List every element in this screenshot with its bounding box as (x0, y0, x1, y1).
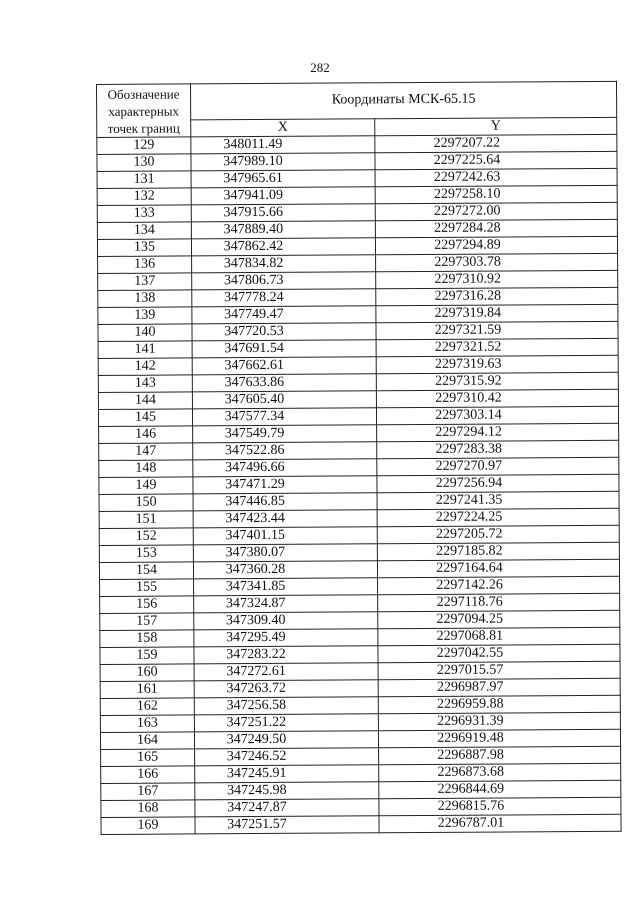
y-column-header: Y (375, 117, 617, 136)
x-cell: 347446.85 (193, 493, 377, 511)
point-cell: 149 (99, 477, 193, 495)
x-cell: 347806.73 (192, 272, 376, 290)
x-column-header: X (191, 118, 375, 136)
point-cell: 133 (97, 205, 191, 223)
point-cell: 160 (100, 664, 194, 682)
x-cell: 347471.29 (193, 476, 377, 494)
point-cell: 167 (101, 783, 195, 801)
point-cell: 144 (98, 392, 192, 410)
point-cell: 162 (100, 698, 194, 716)
x-cell: 347251.57 (195, 816, 379, 834)
x-cell: 347247.87 (195, 799, 379, 817)
y-cell: 2297068.81 (378, 627, 620, 645)
y-cell: 2297258.10 (375, 185, 617, 203)
x-cell: 347522.86 (193, 442, 377, 460)
point-cell: 156 (100, 596, 194, 614)
y-cell: 2297205.72 (377, 525, 619, 543)
y-cell: 2297015.57 (378, 661, 620, 679)
x-cell: 347549.79 (193, 425, 377, 443)
point-cell: 157 (100, 613, 194, 631)
x-cell: 347915.66 (191, 204, 375, 222)
x-cell: 347496.66 (193, 459, 377, 477)
y-cell: 2296919.48 (378, 729, 620, 747)
x-cell: 348011.49 (191, 136, 375, 154)
point-cell: 145 (98, 409, 192, 427)
x-cell: 347272.61 (194, 663, 378, 681)
y-cell: 2297294.89 (375, 236, 617, 254)
point-cell: 153 (99, 545, 193, 563)
x-cell: 347662.61 (192, 357, 376, 375)
y-cell: 2297315.92 (376, 372, 618, 390)
y-cell: 2297321.52 (376, 338, 618, 356)
y-cell: 2297319.63 (376, 355, 618, 373)
y-cell: 2296787.01 (379, 814, 621, 832)
x-cell: 347401.15 (193, 527, 377, 545)
x-cell: 347778.24 (192, 289, 376, 307)
y-cell: 2297283.38 (377, 440, 619, 458)
y-cell: 2297118.76 (378, 593, 620, 611)
x-cell: 347295.49 (194, 629, 378, 647)
point-cell: 164 (100, 732, 194, 750)
y-cell: 2297294.12 (377, 423, 619, 441)
point-cell: 148 (99, 460, 193, 478)
y-cell: 2296931.39 (378, 712, 620, 730)
x-cell: 347245.91 (195, 765, 379, 783)
x-cell: 347834.82 (192, 255, 376, 273)
y-cell: 2297303.78 (376, 253, 618, 271)
y-cell: 2297321.59 (376, 321, 618, 339)
y-cell: 2297241.35 (377, 491, 619, 509)
point-cell: 154 (99, 562, 193, 580)
x-cell: 347633.86 (192, 374, 376, 392)
x-cell: 347360.28 (193, 561, 377, 579)
point-cell: 142 (98, 358, 192, 376)
point-column-header: Обозначение характерных точек границ (97, 84, 191, 138)
y-cell: 2297225.64 (375, 151, 617, 169)
x-cell: 347862.42 (191, 238, 375, 256)
y-cell: 2296815.76 (379, 797, 621, 815)
point-cell: 139 (98, 307, 192, 325)
x-cell: 347605.40 (192, 391, 376, 409)
point-cell: 143 (98, 375, 192, 393)
x-cell: 347246.52 (195, 748, 379, 766)
x-cell: 347749.47 (192, 306, 376, 324)
y-cell: 2297256.94 (377, 474, 619, 492)
x-cell: 347309.40 (194, 612, 378, 630)
point-cell: 131 (97, 171, 191, 189)
x-cell: 347577.34 (192, 408, 376, 426)
point-cell: 159 (100, 647, 194, 665)
point-cell: 129 (97, 137, 191, 155)
y-cell: 2296844.69 (379, 780, 621, 798)
x-cell: 347423.44 (193, 510, 377, 528)
x-cell: 347249.50 (194, 731, 378, 749)
point-cell: 158 (100, 630, 194, 648)
x-cell: 347283.22 (194, 646, 378, 664)
y-cell: 2297303.14 (376, 406, 618, 424)
y-cell: 2296987.97 (378, 678, 620, 696)
point-cell: 166 (101, 766, 195, 784)
y-cell: 2297185.82 (377, 542, 619, 560)
x-cell: 347965.61 (191, 170, 375, 188)
point-cell: 168 (101, 800, 195, 818)
table-header-row (97, 81, 617, 120)
x-cell: 347263.72 (194, 680, 378, 698)
coordinates-table (96, 81, 622, 835)
point-cell: 155 (100, 579, 194, 597)
point-cell: 134 (97, 222, 191, 240)
x-cell: 347341.85 (194, 578, 378, 596)
y-cell: 2297272.00 (375, 202, 617, 220)
point-cell: 137 (98, 273, 192, 291)
x-cell: 347889.40 (191, 221, 375, 239)
point-cell: 163 (100, 715, 194, 733)
x-cell: 347251.22 (194, 714, 378, 732)
y-cell: 2297164.64 (377, 559, 619, 577)
x-cell: 347720.53 (192, 323, 376, 341)
point-cell: 141 (98, 341, 192, 359)
y-cell: 2297224.25 (377, 508, 619, 526)
point-cell: 135 (97, 239, 191, 257)
coordinates-group-header: Координаты МСК-65.15 (191, 81, 617, 119)
y-cell: 2297310.92 (376, 270, 618, 288)
point-cell: 146 (99, 426, 193, 444)
x-cell: 347380.07 (193, 544, 377, 562)
point-cell: 151 (99, 511, 193, 529)
x-cell: 347989.10 (191, 153, 375, 171)
x-cell: 347691.54 (192, 340, 376, 358)
y-cell: 2297094.25 (378, 610, 620, 628)
y-cell: 2297207.22 (375, 134, 617, 152)
point-cell: 150 (99, 494, 193, 512)
x-cell: 347245.98 (195, 782, 379, 800)
y-cell: 2297284.28 (375, 219, 617, 237)
coordinates-table-container (96, 84, 616, 835)
table-body (97, 134, 621, 834)
point-cell: 161 (100, 681, 194, 699)
point-cell: 136 (98, 256, 192, 274)
x-cell: 347941.09 (191, 187, 375, 205)
point-cell: 165 (101, 749, 195, 767)
y-cell: 2297310.42 (376, 389, 618, 407)
y-cell: 2297142.26 (378, 576, 620, 594)
point-cell: 132 (97, 188, 191, 206)
y-cell: 2297242.63 (375, 168, 617, 186)
table-row (101, 814, 621, 834)
y-cell: 2296959.88 (378, 695, 620, 713)
point-cell: 147 (99, 443, 193, 461)
x-cell: 347324.87 (194, 595, 378, 613)
y-cell: 2296887.98 (379, 746, 621, 764)
y-cell: 2297270.97 (377, 457, 619, 475)
y-cell: 2296873.68 (379, 763, 621, 781)
point-cell: 130 (97, 154, 191, 172)
y-cell: 2297042.55 (378, 644, 620, 662)
point-cell: 152 (99, 528, 193, 546)
x-cell: 347256.58 (194, 697, 378, 715)
page-number: 282 (310, 60, 330, 75)
y-cell: 2297319.84 (376, 304, 618, 322)
point-cell: 140 (98, 324, 192, 342)
point-cell: 169 (101, 817, 195, 835)
y-cell: 2297316.28 (376, 287, 618, 305)
point-cell: 138 (98, 290, 192, 308)
